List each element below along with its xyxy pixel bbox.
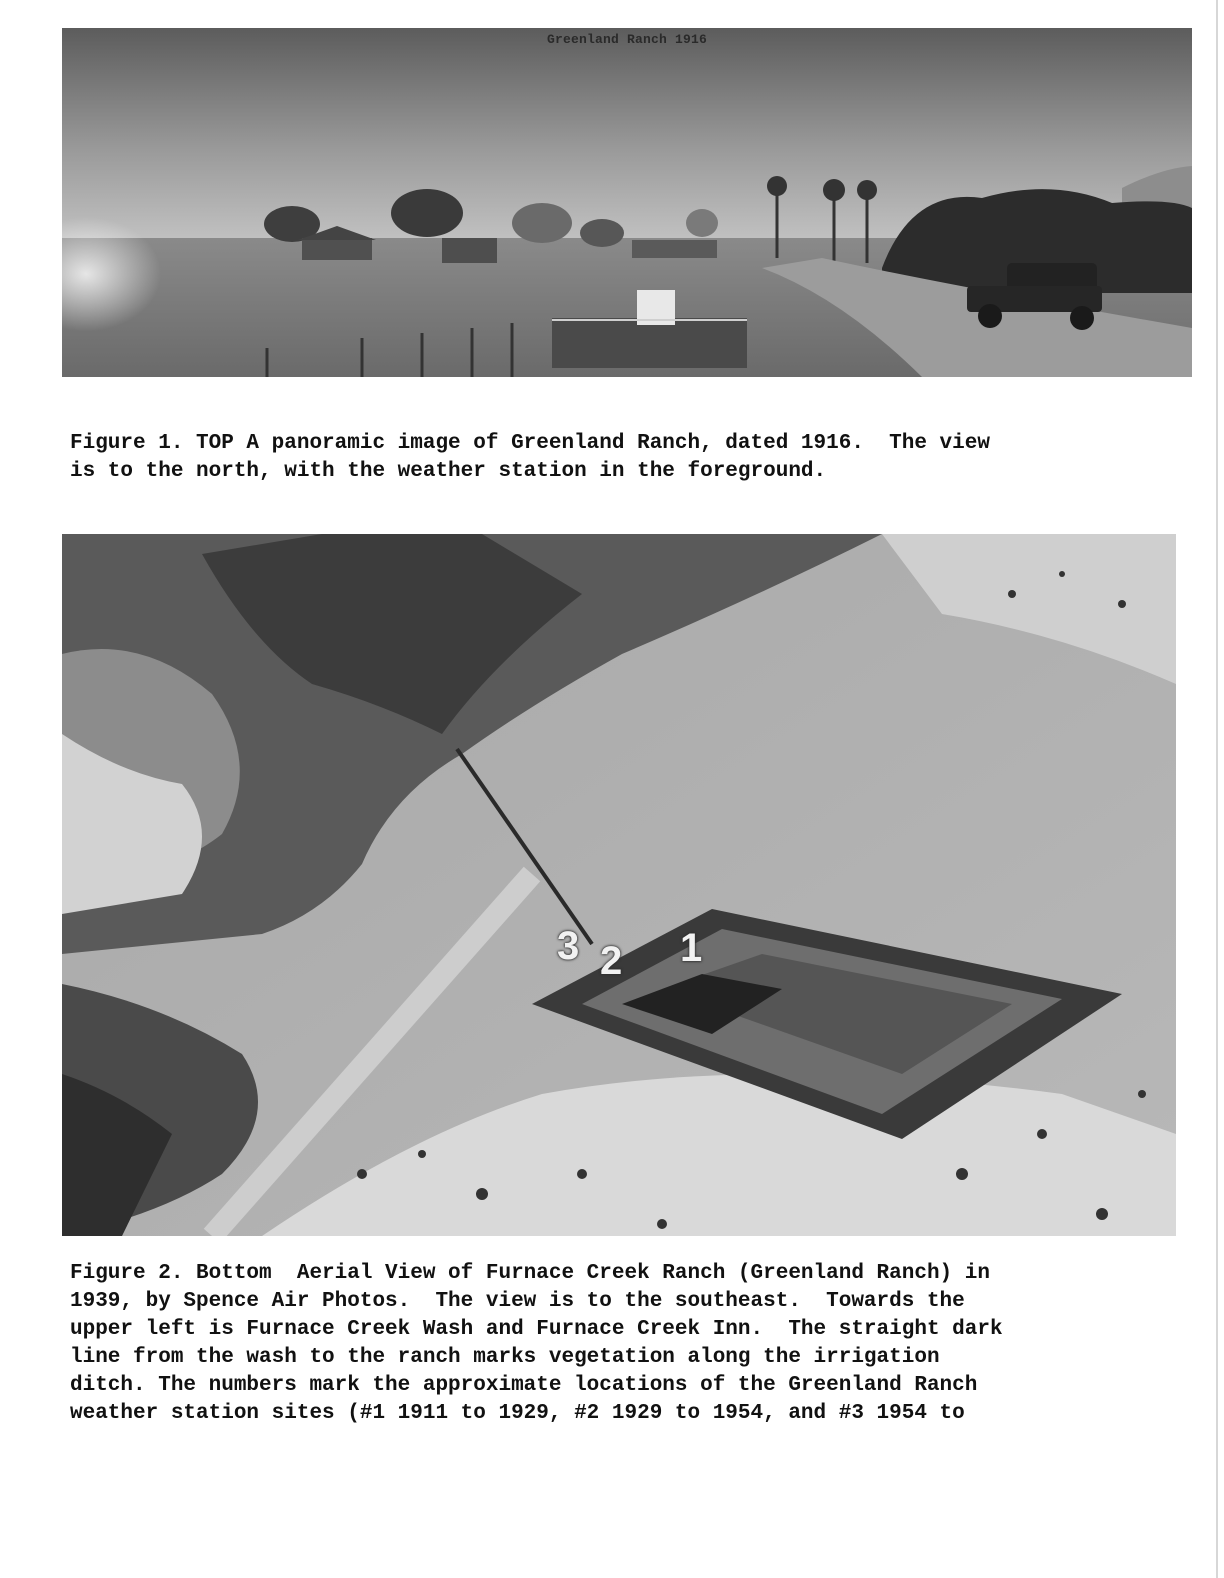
caption-line: line from the wash to the ranch marks vegetation along the irrigation xyxy=(70,1346,940,1369)
caption-line: is to the north, with the weather station in the foreground. xyxy=(70,460,827,483)
caption-line: Figure 1. TOP A panoramic image of Greenland Ranch, dated 1916. The view xyxy=(70,432,990,455)
caption-line: upper left is Furnace Creek Wash and Furnace Creek Inn. The straight dark xyxy=(70,1318,1003,1341)
caption-line: 1939, by Spence Air Photos. The view is to the southeast. Towards the xyxy=(70,1290,965,1313)
site-marker-1: 1 xyxy=(680,926,703,970)
aerial-photo xyxy=(62,534,1176,1236)
panorama-photo xyxy=(62,28,1192,377)
caption-line: Figure 2. Bottom Aerial View of Furnace Creek Ranch (Greenland Ranch) in xyxy=(70,1262,990,1285)
caption-line: ditch. The numbers mark the approximate locations of the Greenland Ranch xyxy=(70,1374,978,1397)
photo-title-label: Greenland Ranch 1916 xyxy=(546,32,708,47)
site-marker-3: 3 xyxy=(557,924,580,968)
caption-line: weather station sites (#1 1911 to 1929, #2 1929 to 1954, and #3 1954 to xyxy=(70,1402,965,1425)
aerial-illustration xyxy=(62,534,1176,1236)
figure-1-caption xyxy=(70,430,990,486)
page-edge xyxy=(1216,0,1218,1578)
panorama-illustration xyxy=(62,28,1192,377)
site-marker-2: 2 xyxy=(600,939,623,983)
figure-2-caption xyxy=(70,1260,1003,1428)
